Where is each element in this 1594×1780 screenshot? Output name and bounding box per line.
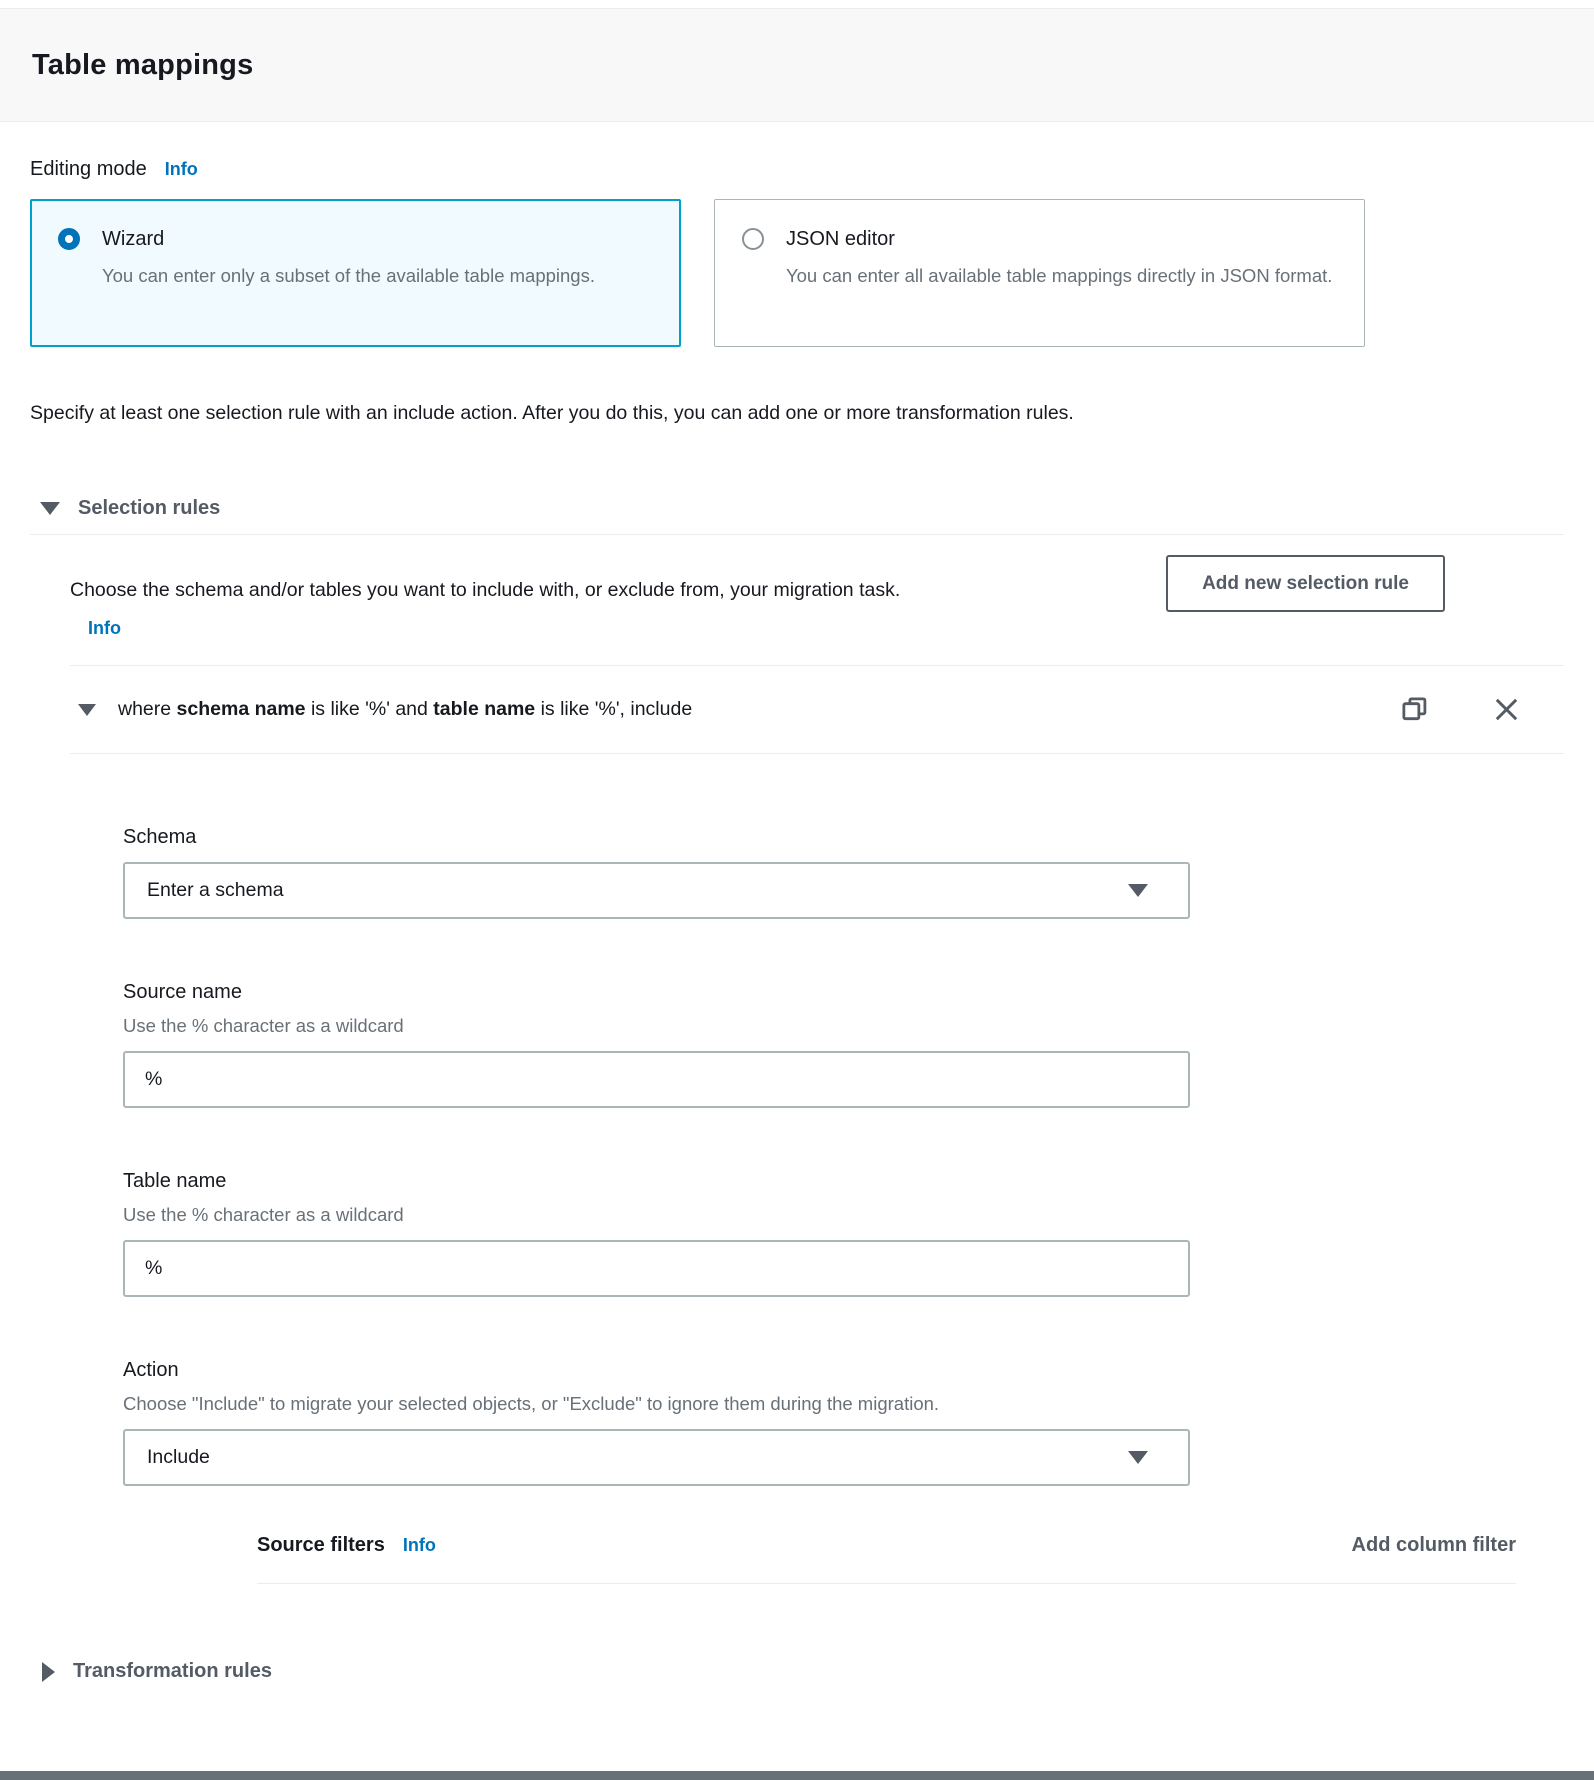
action-field-group xyxy=(123,1357,1564,1486)
page-header xyxy=(0,8,1594,122)
rule-actions xyxy=(1400,694,1522,725)
source-filters-section xyxy=(257,1534,1516,1584)
schema-select-value: Enter a schema xyxy=(147,879,284,901)
selection-rules-title: Selection rules xyxy=(78,497,221,519)
json-editor-option-text xyxy=(786,226,1332,291)
rule-summary-schema-name: schema name xyxy=(176,698,306,720)
editing-mode-info-link[interactable]: Info xyxy=(164,159,198,179)
add-column-filter-button[interactable]: Add column filter xyxy=(1351,1534,1516,1556)
transformation-rules-section-header[interactable] xyxy=(30,1660,1564,1683)
selection-rules-description xyxy=(70,555,910,647)
divider xyxy=(30,534,1564,535)
radio-checked-icon[interactable] xyxy=(58,228,80,250)
add-selection-rule-button[interactable]: Add new selection rule xyxy=(1166,555,1445,612)
source-name-field-group xyxy=(123,979,1564,1108)
json-editor-option-label: JSON editor xyxy=(786,228,895,250)
caret-down-icon xyxy=(78,704,96,716)
rule-summary-text: where xyxy=(118,698,177,720)
json-editor-option-description: You can enter all available table mappings directly in JSON format. xyxy=(786,265,1333,286)
transformation-rules-title: Transformation rules xyxy=(73,1660,272,1682)
selection-rule-summary xyxy=(118,698,692,721)
json-editor-option-card[interactable] xyxy=(714,199,1365,347)
selection-rules-description-text: Choose the schema and/or tables you want to include with, or exclude from, your migration task. xyxy=(70,579,901,601)
action-constraint: Choose "Include" to migrate your selected objects, or "Exclude" to ignore them during the migration. xyxy=(123,1393,940,1414)
selection-rules-intro-row xyxy=(30,555,1564,647)
remove-rule-button[interactable] xyxy=(1491,694,1522,725)
action-select[interactable] xyxy=(123,1429,1190,1486)
intro-text: Specify at least one selection rule with an include action. After you do this, you can add one or more transformation rules. xyxy=(30,402,1074,424)
source-filters-row xyxy=(257,1534,1516,1557)
rule-summary-text: is like '%' and xyxy=(305,698,434,720)
source-name-label: Source name xyxy=(123,981,242,1003)
action-label: Action xyxy=(123,1359,179,1381)
source-filters-label: Source filters xyxy=(257,1534,385,1556)
bottom-divider-bar xyxy=(0,1771,1594,1780)
source-filters-info-link[interactable]: Info xyxy=(402,1535,436,1555)
editing-mode-label: Editing mode xyxy=(30,158,147,180)
caret-down-icon xyxy=(40,502,60,515)
selection-rules-section-header[interactable] xyxy=(30,497,1564,520)
chevron-down-icon xyxy=(1128,884,1148,897)
table-name-input[interactable] xyxy=(123,1240,1190,1297)
rule-summary-text: is like '%', include xyxy=(535,698,693,720)
copy-icon xyxy=(1400,695,1429,724)
selection-rule-form xyxy=(30,754,1564,1584)
page-content xyxy=(0,158,1594,1683)
wizard-option-text xyxy=(102,226,595,291)
table-name-field-group xyxy=(123,1168,1564,1297)
radio-unchecked-icon[interactable] xyxy=(742,228,764,250)
schema-field-group xyxy=(123,824,1564,919)
page-title: Table mappings xyxy=(32,48,254,81)
table-name-constraint: Use the % character as a wildcard xyxy=(123,1204,404,1225)
editing-mode-options xyxy=(30,199,1564,347)
duplicate-rule-button[interactable] xyxy=(1400,695,1429,724)
editing-mode-row xyxy=(30,158,1564,181)
schema-select[interactable] xyxy=(123,862,1190,919)
chevron-down-icon xyxy=(1128,1451,1148,1464)
selection-rules-info-link[interactable]: Info xyxy=(88,618,121,638)
wizard-option-card[interactable] xyxy=(30,199,681,347)
rule-summary-table-name: table name xyxy=(433,698,536,720)
schema-label: Schema xyxy=(123,826,197,848)
source-name-input[interactable] xyxy=(123,1051,1190,1108)
action-select-value: Include xyxy=(147,1446,210,1468)
table-name-label: Table name xyxy=(123,1170,227,1192)
selection-rule-header[interactable] xyxy=(30,666,1564,753)
wizard-option-description: You can enter only a subset of the available table mappings. xyxy=(102,265,595,286)
caret-right-icon xyxy=(42,1662,55,1682)
close-icon xyxy=(1491,694,1522,725)
divider xyxy=(257,1583,1516,1584)
source-name-constraint: Use the % character as a wildcard xyxy=(123,1015,404,1036)
wizard-option-label: Wizard xyxy=(102,228,165,250)
